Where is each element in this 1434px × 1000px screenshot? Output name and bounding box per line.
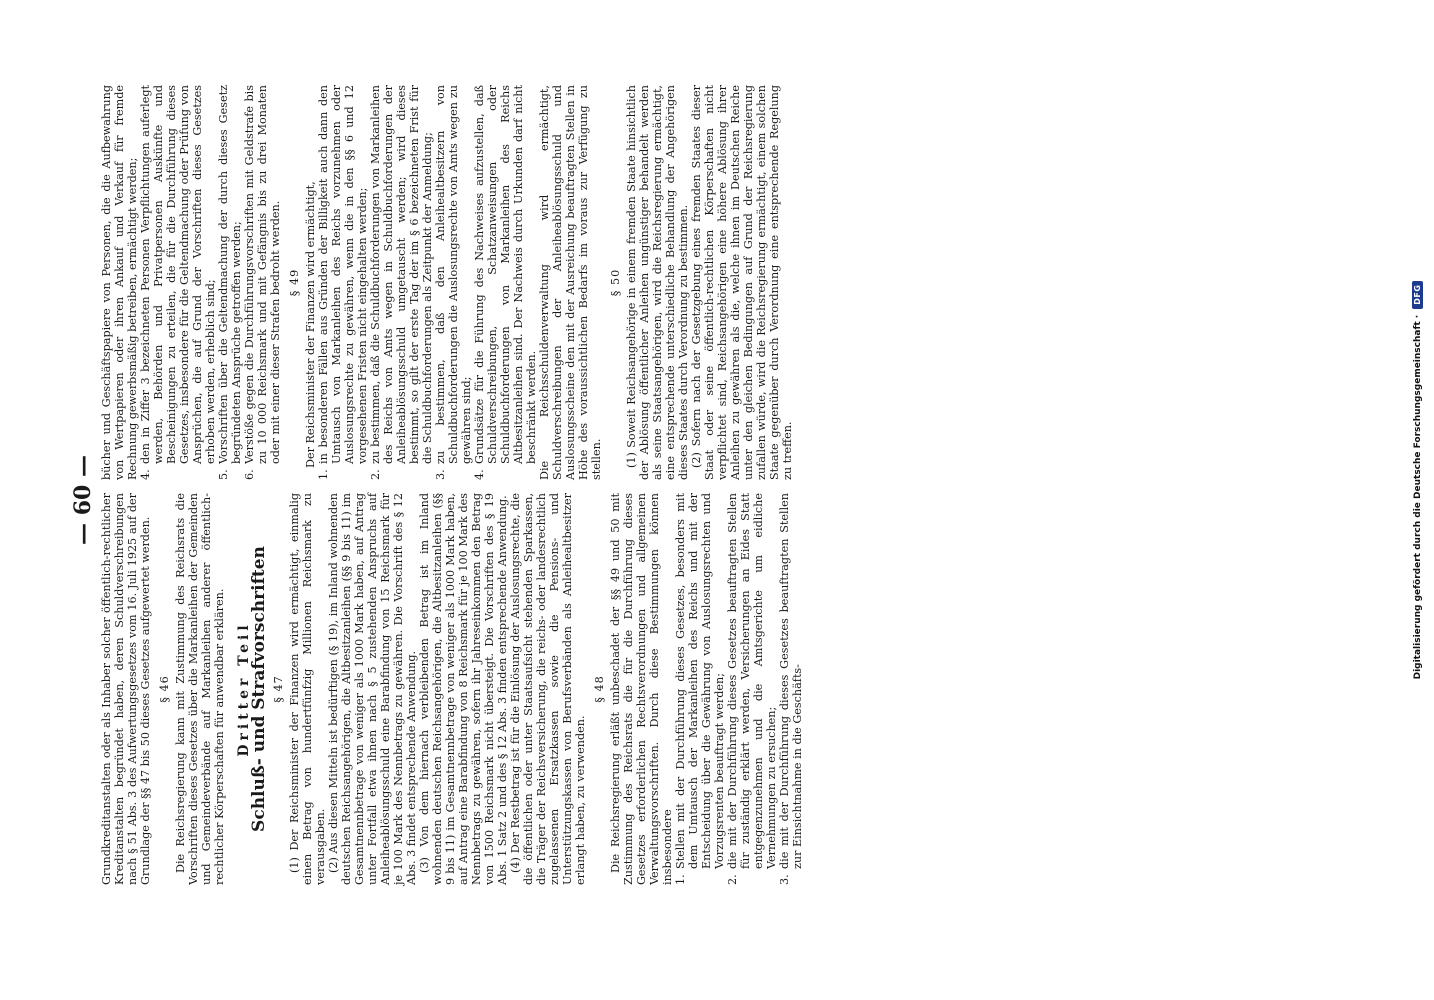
- list-item-number: 4.: [473, 469, 486, 480]
- paragraph: (2) Aus diesen Mitteln ist bedürftigen (§ 19), im Inland wohnenden deutschen Reichsangehörigen, die Altbesitzanleihen (§§ 9 bis 11) im Gesamtnennbetrage von weniger als 1000 Mark haben, auf Antrag unter Fortfall etwa ihnen nach § 5 zustehenden Anspruchs auf Anleiheablösungsschuld eine Barabfindung von 15 Reichsmark für je 100 Mark des Nennbetrags zu gewähren. Die Vorschrift des § 12 Abs. 3 findet entsprechende Anwendung.: [327, 493, 418, 885]
- section-heading: § 50: [609, 268, 622, 297]
- list-item-text: Stellen mit der Durchführung dieses Gesetzes, besonders mit dem Umtausch der Markanleihen des Reichs und mit der Entscheidung über die Gewährung von Auslosungsrechten und Vorzugsrenten beauftragt werden;: [674, 493, 726, 869]
- paragraph: Grundkreditanstalten oder als Inhaber solcher öffentlich-rechtlicher Kreditanstalten begründet haben, deren Schuldverschreibungen nach § 51 Abs. 3 des Aufwertungsgesetzes vom 16. Juli 1925 auf der Grundlage der §§ 47 bis 50 dieses Gesetzes aufgewertet werden.: [100, 493, 152, 885]
- page-number: — 60 —: [70, 455, 96, 545]
- list-item-text: den in Ziffer 3 bezeichneten Personen Verpflichtungen auferlegt werden, Behörden und Privatpersonen Auskünfte und Bescheinigungen zu erteilen, die für die Durchführung dieses Gesetzes, insbesondere für die Geltendmachung oder Prüfung von Ansprüchen, die auf Grund der Vorschriften dieses Gesetzes erhoben werden, erheblich sind;: [139, 85, 217, 464]
- list-item-text: Grundsätze für die Führung des Nachweises aufzustellen, daß Schuldverschreibungen, Schatzanweisungen oder Schuldbuchforderungen von Markanleihen des Reichs Altbesitzanleihen sind. Der Nachweis durch Urkunden darf nicht beschränkt werden.: [473, 85, 538, 464]
- paragraph: bücher und Geschäftspapiere von Personen, die die Aufbewahrung von Wertpapieren oder ihren Ankauf und Verkauf für fremde Rechnung gewerbsmäßig betreiben, ermächtigt werden;: [100, 85, 139, 480]
- list-item-number: 1.: [317, 469, 330, 480]
- list-item-text: in besonderen Fällen aus Gründen der Billigkeit auch dann den Umtausch von Markanleihen des Reichs vorzunehmen oder Auslosungsrechte zu gewähren, wenn die in den §§ 6 und 12 vorgesehenen Fristen nicht eingehalten werden;: [317, 85, 369, 464]
- footer-text: Digitalisierung gefördert durch die Deutsche Forschungsgemeinschaft ·: [1412, 314, 1423, 680]
- section-heading: § 49: [288, 268, 301, 297]
- paragraph: (4) Der Restbetrag ist für die Einlösung der Auslosungsrechte, die die öffentlichen oder unter Staatsaufsicht stehenden Sparkassen, die Träger der Reichsversicherung, die reichs- oder landesrechtlich zugelassenen Ersatzkassen sowie die Pensions- und Unterstützungskassen von Berufsverbänden als Anleihealtbesitzer erlangt haben, zu verwenden.: [509, 493, 587, 885]
- paragraph: Die Reichsregierung erläßt unbeschadet der §§ 49 und 50 mit Zustimmung des Reichsrats die für die Durchführung dieses Gesetzes erforderlichen Rechtsverordnungen und allgemeinen Verwaltungsvorschriften. Durch diese Bestimmungen können insbesondere: [609, 493, 674, 885]
- right-column: [100, 85, 794, 480]
- list-item-number: 5.: [217, 469, 230, 480]
- list-item-text: Vorschriften über die Geltendmachung der durch dieses Gesetz begründeten Ansprüche getroffen werden;: [217, 85, 243, 464]
- list-item-number: 4.: [139, 469, 152, 480]
- list-item-text: die mit der Durchführung dieses Gesetzes beauftragten Stellen für zuständig erklärt werden, Versicherungen an Eides Statt entgegenzunehmen und die Amtsgerichte um eidliche Vernehmungen zu ersuchen;: [726, 493, 778, 869]
- section-heading: § 46: [158, 675, 171, 703]
- list-item: [217, 85, 243, 480]
- part-subtitle: Schluß- und Strafvorschriften: [249, 546, 269, 832]
- paragraph: Die Reichsschuldenverwaltung wird ermächtigt, Schuldverschreibungen der Anleiheablösungsschuld und Auslosungsscheine den mit der Ausreichung beauftragten Stellen in Höhe des voraussichtlichen Bedarfs im voraus zur Verfügung zu stellen.: [538, 85, 603, 480]
- section-heading: § 47: [272, 675, 285, 703]
- paragraph: Die Reichsregierung kann mit Zustimmung des Reichsrats die Vorschriften dieses Gesetzes über die Markanleihen der Gemeinden und Gemeindeverbände auf Markanleihen anderer öffentlich-rechtlicher Körperschaften für anwendbar erklären.: [174, 493, 226, 885]
- list-item-text: Verstöße gegen die Durchführungsvorschriften mit Geldstrafe bis zu 10 000 Reichsmark und mit Gefängnis bis zu drei Monaten oder mit einer dieser Strafen bedroht werden.: [243, 85, 282, 464]
- list-item: [243, 85, 282, 480]
- list-item: [317, 85, 369, 480]
- list-item-number: 3.: [434, 469, 447, 480]
- list-item-text: zu bestimmen, daß den Anleihealtbesitzern von Schuldbuchforderungen die Auslosungsrechte von Amts wegen zu gewähren sind;: [434, 85, 473, 464]
- left-column: [100, 493, 804, 885]
- part-title: Dritter Teil: [236, 621, 252, 757]
- list-item-number: 6.: [243, 469, 256, 480]
- list-item-number: 1.: [674, 874, 687, 885]
- paragraph: (1) Soweit Reichsangehörige in einem fremden Staate hinsichtlich der Ablösung öffentlicher Anleihen ungünstiger behandelt werden als seine Staatsangehörigen, wird die Reichsregierung ermächtigt, eine entsprechende unterschiedliche Behandlung der Angehörigen dieses Staates durch Verordnung zu bestimmen.: [625, 85, 690, 480]
- list-item-number: 3.: [778, 874, 791, 885]
- paragraph: (3) Von dem hiernach verbleibenden Betrag ist im Inland wohnenden deutschen Reichsangehörigen, die Altbesitzanleihen (§§ 9 bis 11) im Gesamtnennbetrage von weniger als 1000 Mark haben, auf Antrag eine Barabfindung von 8 Reichsmark für je 100 Mark des Nennbetrags zu gewähren, sofern ihr Jahreseinkommen den Betrag von 1500 Reichsmark nicht übersteigt. Die Vorschriften des § 19 Abs. 1 Satz 2 und des § 12 Abs. 3 finden entsprechende Anwendung.: [418, 493, 509, 885]
- list-item: [778, 493, 804, 885]
- list-item: [369, 85, 434, 480]
- section-heading: § 48: [593, 675, 606, 703]
- paragraph: Der Reichsminister der Finanzen wird ermächtigt,: [304, 181, 317, 468]
- list-item: [726, 493, 778, 885]
- digitization-footer: [1412, 30, 1423, 930]
- paragraph: (1) Der Reichsminister der Finanzen wird ermächtigt, einmalig einen Betrag von hundertfünfzig Millionen Reichsmark zu verausgaben.: [288, 493, 327, 885]
- list-item-text: zu bestimmen, daß die Schuldbuchforderungen von Markanleihen des Reichs von Amts wegen in Schuldbuchforderungen der Anleiheablösungsschuld umgetauscht werden; wird dieses bestimmt, so gilt der erste Tag der im § 6 bezeichneten Frist für die Schuldbuchforderungen als Zeitpunkt der Anmeldung;: [369, 85, 434, 464]
- list-item-number: 2.: [726, 874, 739, 885]
- list-item: [434, 85, 473, 480]
- list-item: [674, 493, 726, 885]
- list-item: [473, 85, 538, 480]
- dfg-logo: DFG: [1412, 281, 1423, 309]
- list-item-text: die mit der Durchführung dieses Gesetzes beauftragten Stellen zur Einsichtnahme in die Geschäfts-: [778, 493, 804, 869]
- list-item: [139, 85, 217, 480]
- list-item-number: 2.: [369, 469, 382, 480]
- paragraph: (2) Sofern nach der Gesetzgebung eines fremden Staates dieser Staat oder seine öffentlich-rechtlichen Körperschaften nicht verpflichtet sind, Reichsangehörigen eine höhere Ablösung ihrer Anleihen zu gewähren als die, welche ihnen im Deutschen Reiche unter den gleichen Bedingungen auf Grund der Reichsregierung zufallen würde, wird die Reichsregierung ermächtigt, einem solchen Staate gegenüber durch Verordnung eine entsprechende Regelung zu treffen.: [690, 85, 794, 480]
